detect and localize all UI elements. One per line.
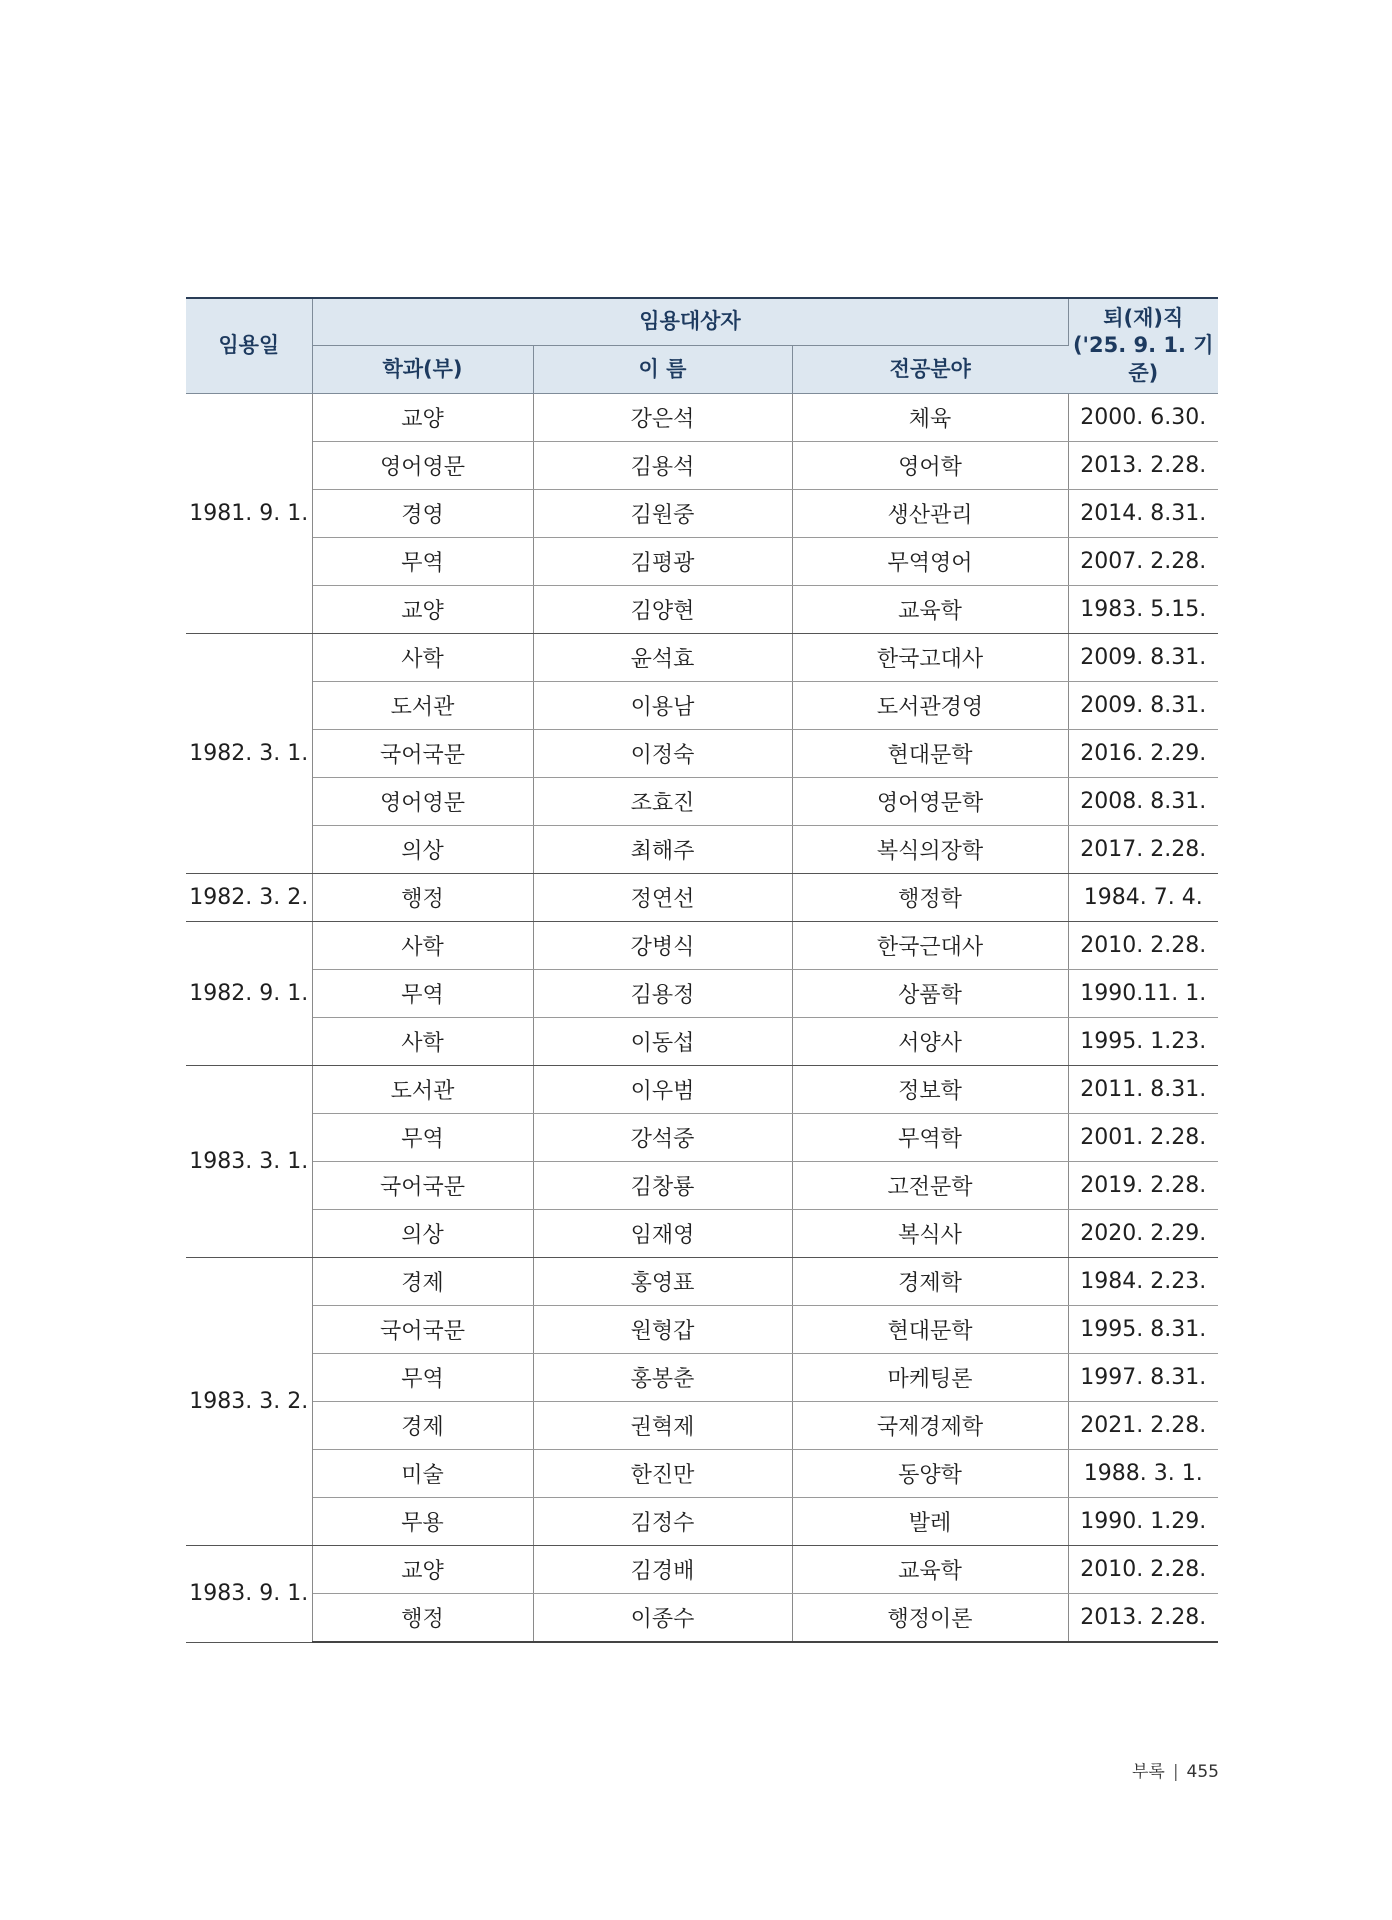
cell-name: 김경배 xyxy=(533,1546,792,1594)
cell-field: 영어학 xyxy=(792,442,1068,490)
table-row xyxy=(186,442,1218,490)
table-row xyxy=(186,1450,1218,1498)
cell-name: 홍영표 xyxy=(533,1258,792,1306)
table-row xyxy=(186,1114,1218,1162)
table-row xyxy=(186,394,1218,442)
cell-retirement: 1997. 8.31. xyxy=(1068,1354,1218,1402)
appointment-table xyxy=(186,297,1218,1643)
cell-name: 김양현 xyxy=(533,586,792,634)
cell-name: 한진만 xyxy=(533,1450,792,1498)
table-row xyxy=(186,778,1218,826)
cell-retirement: 1984. 7. 4. xyxy=(1068,874,1218,922)
cell-retirement: 2011. 8.31. xyxy=(1068,1066,1218,1114)
cell-name: 강은석 xyxy=(533,394,792,442)
cell-field: 교육학 xyxy=(792,1546,1068,1594)
table-row xyxy=(186,586,1218,634)
cell-retirement: 1988. 3. 1. xyxy=(1068,1450,1218,1498)
table-row xyxy=(186,1402,1218,1450)
cell-retirement: 2009. 8.31. xyxy=(1068,634,1218,682)
cell-dept: 교양 xyxy=(312,1546,533,1594)
cell-dept: 교양 xyxy=(312,394,533,442)
cell-field: 마케팅론 xyxy=(792,1354,1068,1402)
cell-name: 조효진 xyxy=(533,778,792,826)
cell-retirement: 2008. 8.31. xyxy=(1068,778,1218,826)
cell-retirement: 2014. 8.31. xyxy=(1068,490,1218,538)
cell-name: 김용정 xyxy=(533,970,792,1018)
cell-retirement: 2021. 2.28. xyxy=(1068,1402,1218,1450)
cell-dept: 무역 xyxy=(312,1354,533,1402)
cell-name: 이정숙 xyxy=(533,730,792,778)
cell-field: 경제학 xyxy=(792,1258,1068,1306)
cell-field: 국제경제학 xyxy=(792,1402,1068,1450)
table-row xyxy=(186,538,1218,586)
cell-field: 동양학 xyxy=(792,1450,1068,1498)
cell-retirement: 2010. 2.28. xyxy=(1068,1546,1218,1594)
cell-field: 복식사 xyxy=(792,1210,1068,1258)
cell-field: 복식의장학 xyxy=(792,826,1068,874)
cell-field: 교육학 xyxy=(792,586,1068,634)
cell-field: 무역학 xyxy=(792,1114,1068,1162)
cell-dept: 영어영문 xyxy=(312,442,533,490)
cell-name: 김용석 xyxy=(533,442,792,490)
header-retirement-line1: 퇴(재)직 xyxy=(1103,306,1184,331)
header-dept: 학과(부) xyxy=(312,346,533,394)
cell-dept: 무역 xyxy=(312,1114,533,1162)
cell-field: 무역영어 xyxy=(792,538,1068,586)
table-row xyxy=(186,490,1218,538)
cell-field: 체육 xyxy=(792,394,1068,442)
cell-name: 정연선 xyxy=(533,874,792,922)
cell-dept: 행정 xyxy=(312,1594,533,1643)
cell-dept: 의상 xyxy=(312,826,533,874)
cell-field: 정보학 xyxy=(792,1066,1068,1114)
cell-dept: 도서관 xyxy=(312,1066,533,1114)
cell-name: 김원중 xyxy=(533,490,792,538)
header-retirement xyxy=(1068,298,1218,394)
table-row xyxy=(186,826,1218,874)
cell-name: 김창룡 xyxy=(533,1162,792,1210)
cell-name: 이용남 xyxy=(533,682,792,730)
cell-dept: 경제 xyxy=(312,1402,533,1450)
cell-retirement: 2009. 8.31. xyxy=(1068,682,1218,730)
cell-dept: 사학 xyxy=(312,1018,533,1066)
cell-retirement: 2001. 2.28. xyxy=(1068,1114,1218,1162)
cell-appointment-date: 1983. 9. 1. xyxy=(186,1546,312,1643)
cell-retirement: 1995. 8.31. xyxy=(1068,1306,1218,1354)
header-field: 전공분야 xyxy=(792,346,1068,394)
table-row xyxy=(186,1594,1218,1643)
cell-dept: 경영 xyxy=(312,490,533,538)
table-row xyxy=(186,1162,1218,1210)
cell-dept: 국어국문 xyxy=(312,1162,533,1210)
table-row xyxy=(186,1210,1218,1258)
table-row xyxy=(186,1354,1218,1402)
table-row xyxy=(186,1258,1218,1306)
cell-retirement: 1984. 2.23. xyxy=(1068,1258,1218,1306)
table-row xyxy=(186,682,1218,730)
footer-separator: | xyxy=(1172,1762,1179,1782)
cell-retirement: 1983. 5.15. xyxy=(1068,586,1218,634)
table-row xyxy=(186,1546,1218,1594)
table-row xyxy=(186,970,1218,1018)
cell-dept: 경제 xyxy=(312,1258,533,1306)
cell-field: 서양사 xyxy=(792,1018,1068,1066)
cell-field: 도서관경영 xyxy=(792,682,1068,730)
cell-name: 권혁제 xyxy=(533,1402,792,1450)
table-row xyxy=(186,1306,1218,1354)
cell-retirement: 2016. 2.29. xyxy=(1068,730,1218,778)
header-name: 이 름 xyxy=(533,346,792,394)
cell-appointment-date: 1981. 9. 1. xyxy=(186,394,312,634)
cell-retirement: 1990. 1.29. xyxy=(1068,1498,1218,1546)
page-number: 455 xyxy=(1186,1762,1219,1782)
cell-appointment-date: 1982. 3. 1. xyxy=(186,634,312,874)
cell-field: 행정학 xyxy=(792,874,1068,922)
cell-field: 한국고대사 xyxy=(792,634,1068,682)
cell-field: 영어영문학 xyxy=(792,778,1068,826)
table-row xyxy=(186,922,1218,970)
cell-dept: 행정 xyxy=(312,874,533,922)
table-row xyxy=(186,874,1218,922)
cell-field: 현대문학 xyxy=(792,730,1068,778)
footer-section: 부록 xyxy=(1131,1762,1165,1782)
cell-name: 강병식 xyxy=(533,922,792,970)
cell-dept: 무역 xyxy=(312,538,533,586)
cell-dept: 도서관 xyxy=(312,682,533,730)
cell-name: 김정수 xyxy=(533,1498,792,1546)
table-row xyxy=(186,1066,1218,1114)
cell-field: 발레 xyxy=(792,1498,1068,1546)
cell-dept: 국어국문 xyxy=(312,730,533,778)
cell-retirement: 2013. 2.28. xyxy=(1068,1594,1218,1643)
cell-retirement: 2010. 2.28. xyxy=(1068,922,1218,970)
cell-appointment-date: 1982. 3. 2. xyxy=(186,874,312,922)
table-row xyxy=(186,730,1218,778)
cell-retirement: 1995. 1.23. xyxy=(1068,1018,1218,1066)
cell-field: 생산관리 xyxy=(792,490,1068,538)
cell-dept: 무용 xyxy=(312,1498,533,1546)
cell-retirement: 2000. 6.30. xyxy=(1068,394,1218,442)
table-body xyxy=(186,394,1218,1643)
cell-name: 최해주 xyxy=(533,826,792,874)
cell-field: 상품학 xyxy=(792,970,1068,1018)
cell-dept: 의상 xyxy=(312,1210,533,1258)
cell-dept: 사학 xyxy=(312,922,533,970)
cell-name: 김평광 xyxy=(533,538,792,586)
cell-dept: 교양 xyxy=(312,586,533,634)
header-target-group: 임용대상자 xyxy=(312,298,1068,346)
cell-dept: 미술 xyxy=(312,1450,533,1498)
cell-retirement: 1990.11. 1. xyxy=(1068,970,1218,1018)
table-row xyxy=(186,1498,1218,1546)
cell-field: 행정이론 xyxy=(792,1594,1068,1643)
cell-appointment-date: 1982. 9. 1. xyxy=(186,922,312,1066)
cell-name: 이동섭 xyxy=(533,1018,792,1066)
cell-retirement: 2007. 2.28. xyxy=(1068,538,1218,586)
cell-appointment-date: 1983. 3. 2. xyxy=(186,1258,312,1546)
cell-name: 강석중 xyxy=(533,1114,792,1162)
header-date: 임용일 xyxy=(186,298,312,394)
cell-retirement: 2017. 2.28. xyxy=(1068,826,1218,874)
cell-name: 이우범 xyxy=(533,1066,792,1114)
cell-field: 현대문학 xyxy=(792,1306,1068,1354)
cell-name: 임재영 xyxy=(533,1210,792,1258)
table-row xyxy=(186,1018,1218,1066)
cell-dept: 국어국문 xyxy=(312,1306,533,1354)
table-row xyxy=(186,634,1218,682)
cell-appointment-date: 1983. 3. 1. xyxy=(186,1066,312,1258)
cell-field: 고전문학 xyxy=(792,1162,1068,1210)
cell-dept: 사학 xyxy=(312,634,533,682)
cell-retirement: 2020. 2.29. xyxy=(1068,1210,1218,1258)
page-footer xyxy=(1132,1757,1219,1782)
cell-name: 홍봉춘 xyxy=(533,1354,792,1402)
cell-field: 한국근대사 xyxy=(792,922,1068,970)
header-retirement-line2: ('25. 9. 1. 기준) xyxy=(1072,333,1214,385)
cell-dept: 무역 xyxy=(312,970,533,1018)
cell-retirement: 2019. 2.28. xyxy=(1068,1162,1218,1210)
cell-retirement: 2013. 2.28. xyxy=(1068,442,1218,490)
cell-dept: 영어영문 xyxy=(312,778,533,826)
cell-name: 윤석효 xyxy=(533,634,792,682)
cell-name: 이종수 xyxy=(533,1594,792,1643)
cell-name: 원형갑 xyxy=(533,1306,792,1354)
